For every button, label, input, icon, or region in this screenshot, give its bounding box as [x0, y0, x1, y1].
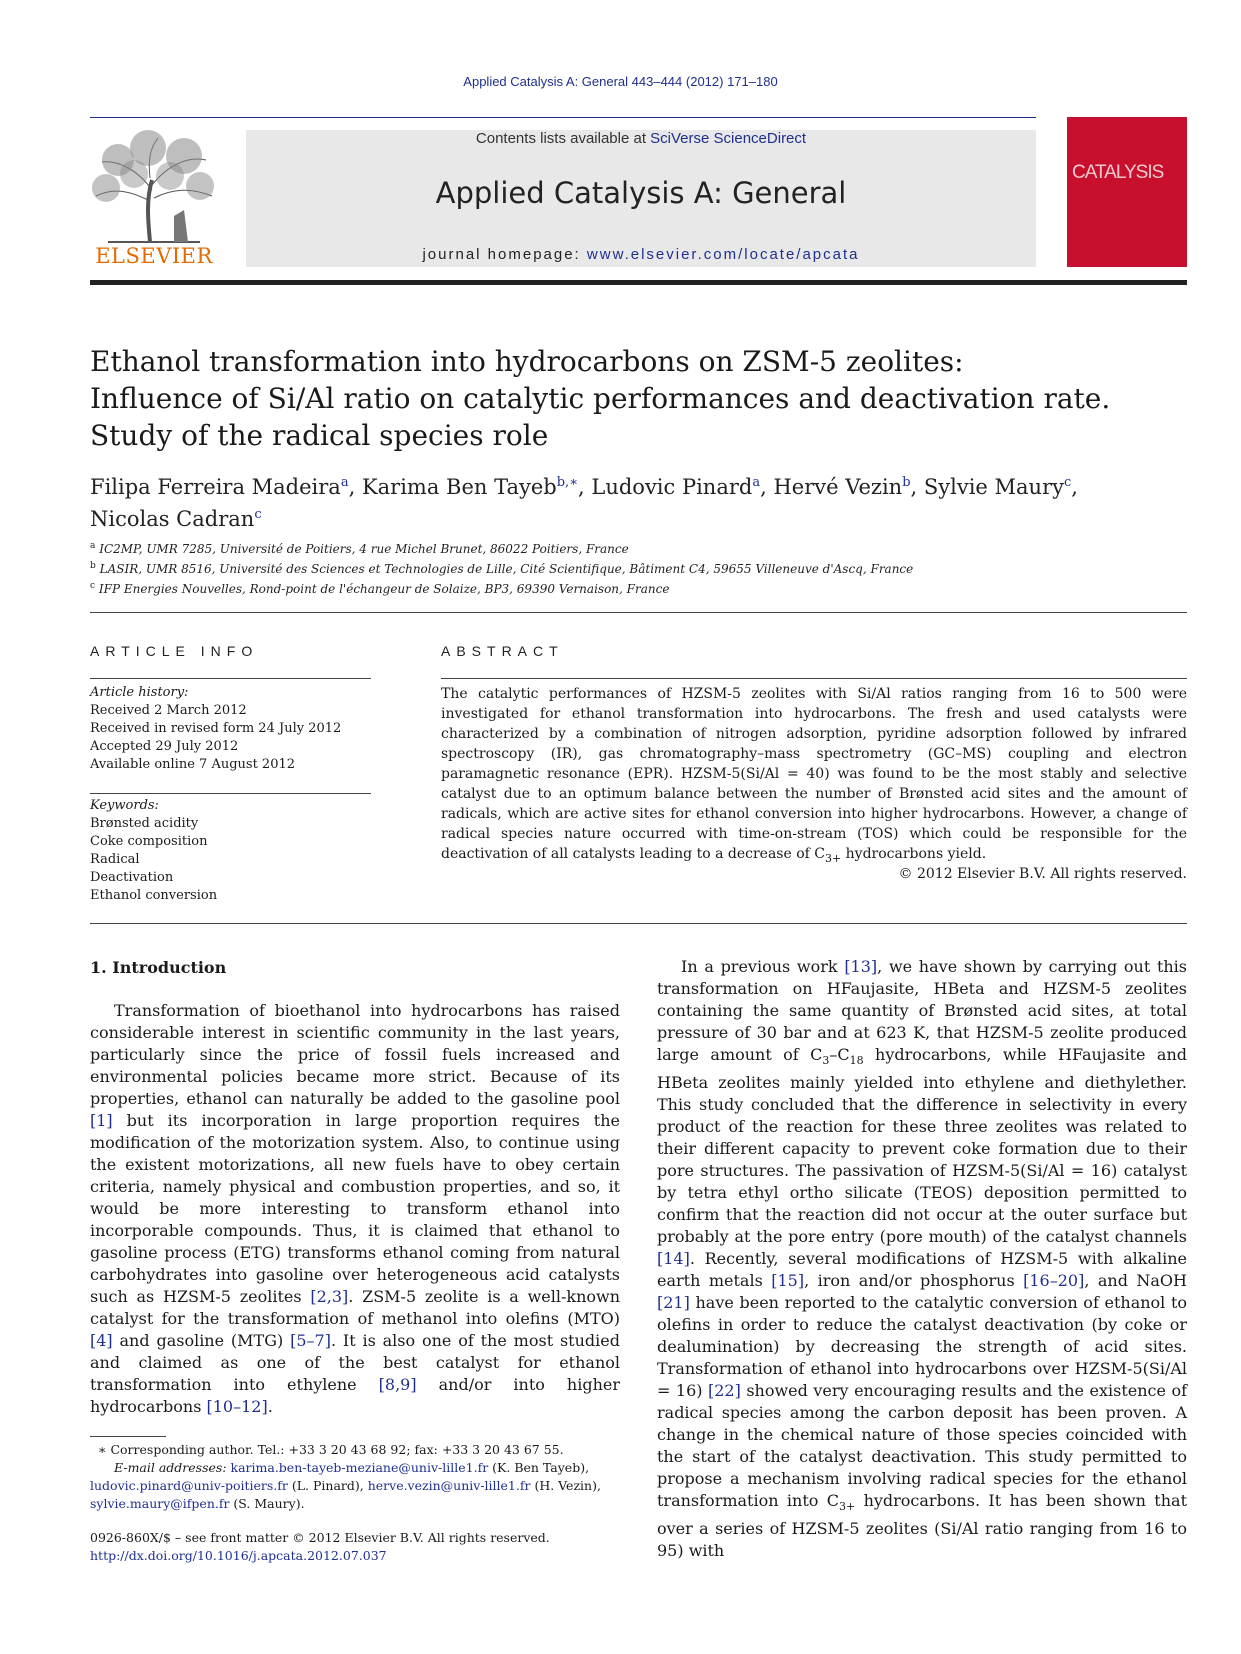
history-label: Article history: [90, 685, 189, 700]
keyword: Coke composition [90, 834, 208, 849]
abstract-heading: ABSTRACT [441, 643, 564, 659]
author-list: Filipa Ferreira Madeira$^a$, Karima Ben Tayeb$^{b,∗}$, Ludovic Pinard$^a$, Hervé Vezin$^b$, Sylvie Maury$^c$, Nicolas Cadran$^c$ [90, 475, 1078, 531]
divider [90, 612, 1187, 613]
title-line: Influence of Si/Al ratio on catalytic performances and deactivation rate. [90, 382, 1111, 415]
keyword: Radical [90, 852, 140, 867]
history-item: Available online 7 August 2012 [90, 757, 296, 772]
history-item: Received 2 March 2012 [90, 703, 247, 718]
divider [90, 793, 371, 794]
reference-link[interactable]: [16–20] [1023, 1271, 1085, 1291]
divider [90, 923, 1187, 924]
email-link[interactable]: sylvie.maury@ifpen.fr [90, 1496, 230, 1511]
footnote-rule [90, 1436, 166, 1437]
journal-name: Applied Catalysis A: General [435, 176, 847, 210]
author-name: Hervé Vezin [773, 475, 903, 499]
reference-link[interactable]: [4] [90, 1331, 113, 1350]
homepage-link[interactable]: www.elsevier.com/locate/apcata [586, 246, 860, 263]
author-affil-mark[interactable]: c [254, 507, 262, 522]
divider [441, 678, 1187, 679]
author-affil-mark[interactable]: c [1063, 475, 1072, 490]
email-link[interactable]: ludovic.pinard@univ-poitiers.fr [90, 1478, 288, 1493]
sciencedirect-link[interactable]: SciVerse ScienceDirect [650, 130, 807, 147]
issn-line: 0926-860X/$ – see front matter © 2012 Elsevier B.V. All rights reserved. [90, 1530, 550, 1545]
reference-link[interactable]: [10–12] [206, 1397, 268, 1416]
history-item: Accepted 29 July 2012 [90, 739, 239, 754]
elsevier-wordmark: ELSEVIER [95, 244, 213, 268]
corresponding-author-footnote: ∗ Corresponding author. Tel.: +33 3 20 43 68 92; fax: +33 3 20 43 67 55. E-mail addresses: karima.ben-tayeb-meziane@univ-lille1.fr (K. Ben Tayeb), ludovic.pinard@univ-poitiers.fr (L. Pinard), herve.vezin@univ-lille1.fr (H. Vezin), sylvie.maury@ifpen.fr (S. Maury). [90, 1441, 620, 1513]
contents-line [246, 130, 1036, 147]
contents-prefix: Contents lists available at [475, 130, 651, 147]
reference-link[interactable]: [14] [657, 1249, 690, 1269]
header-thick-rule [90, 280, 1187, 285]
journal-cover-image[interactable] [1067, 117, 1187, 267]
journal-citation[interactable]: Applied Catalysis A: General 443–444 (2012) 171–180 [463, 74, 778, 89]
title-line: Study of the radical species role [90, 419, 549, 452]
author-name: Karima Ben Tayeb [361, 475, 557, 499]
affiliation: $^b$ LASIR, UMR 8516, Université des Sciences et Technologies de Lille, Cité Scientifique, Bâtiment C4, 59655 Villeneuve d'Ascq, France [90, 561, 914, 576]
body-column-right: In a previous work [13], we have shown by carrying out this transformation on HFaujasite, HBeta and HZSM-5 zeolites containing the same quantity of Brønsted acid sites, at total pressure of 30 bar and at 623 K, that HZSM-5 zeolite produced large amount of $C_3-C_{18}$ hydrocarbons, while HFaujasite and HBeta zeolites mainly yielded into ethylene and diethylether. This study concluded that the difference in selectivity in every product of the reaction for these three zeolites was related to their different capacity to prevent coke formation due to their pore structures. The passivation of HZSM-5(Si/Al = 16) catalyst by tetra ethyl ortho silicate (TEOS) deposition permitted to confirm that the reaction did not occur at the outer surface but probably at the pore entry (pore mouth) of the catalyst channels [14]. Recently, several modifications of HZSM-5 with alkaline earth metals [15], iron and/or phosphorus [16–20], and NaOH [21] have been reported to the catalytic conversion of ethanol to olefins in order to reduce the catalyst deactivation (by coke or dealumination) by decreasing the strength of acid sites. Transformation of ethanol into hydrocarbons over HZSM-5(Si/Al = 16) [22] showed very encouraging results and the existence of radical species among the carbon deposit has been proven. A change in the chemical nature of those species coincided with the start of the catalyst deactivation. This study permitted to propose a mechanism involving radical species for the ethanol transformation into $C_{3+}$ hydrocarbons. It has been shown that over a series of HZSM-5 zeolites (Si/Al ratio ranging from 16 to 95) with [657, 957, 1188, 1561]
author-affil-mark[interactable]: a [752, 475, 761, 490]
affiliations [90, 538, 1185, 598]
title-line: Ethanol transformation into hydrocarbons on ZSM-5 zeolites: [90, 345, 964, 378]
reference-link[interactable]: [13] [844, 957, 878, 976]
email-link[interactable]: karima.ben-tayeb-meziane@univ-lille1.fr [230, 1460, 489, 1475]
author-name: Sylvie Maury [923, 475, 1064, 499]
homepage-line [246, 246, 1036, 263]
reference-link[interactable]: [5–7] [290, 1331, 331, 1350]
body-column-left: Transformation of bioethanol into hydrocarbons has raised considerable interest in scientific community in the last years, particularly since the price of fossil fuels increased and environmental policies became more strict. Because of its properties, ethanol can naturally be added to the gasoline pool [1] but its incorporation in large proportion requires the modification of the motorization system. Also, to continue using the existent motorizations, all new fuels have to obey certain criteria, namely physical and combustion properties, and so, it would be more interesting to transform ethanol into incorporable compounds. Thus, it is claimed that ethanol to gasoline process (ETG) transforms ethanol coming from natural carbohydrates into gasoline over heterogeneous acid catalysts such as HZSM-5 zeolites [2,3]. ZSM-5 zeolite is a well-known catalyst for the transformation of methanol into olefins (MTO) [4] and gasoline (MTG) [5–7]. It is also one of the most studied and claimed as one of the best catalyst for ethanol transformation into ethylene [8,9] and/or into higher hydrocarbons [10–12]. [90, 1001, 621, 1416]
affiliation: $^c$ IFP Energies Nouvelles, Rond-point de l'échangeur de Solaize, BP3, 69390 Vernaison, France [90, 581, 670, 596]
keyword: Ethanol conversion [90, 888, 218, 903]
abstract-copyright: © 2012 Elsevier B.V. All rights reserved. [898, 866, 1187, 882]
cover-title: CATALYSIS [1072, 162, 1164, 183]
author-name: Nicolas Cadran [90, 507, 255, 531]
keyword: Deactivation [90, 870, 174, 885]
reference-link[interactable]: [1] [90, 1111, 113, 1130]
author-name: Ludovic Pinard [591, 475, 753, 499]
reference-link[interactable]: [8,9] [378, 1375, 417, 1394]
author-affil-mark[interactable]: a [340, 475, 349, 490]
divider [90, 678, 371, 679]
author-affil-mark[interactable]: b [902, 475, 911, 490]
keywords-label: Keywords: [90, 798, 159, 813]
reference-link[interactable]: [2,3] [310, 1287, 349, 1306]
header-top-rule [90, 117, 1036, 118]
article-info-heading: ARTICLE INFO [90, 643, 259, 659]
corresponding-line: ∗ Corresponding author. Tel.: +33 3 20 43 68 92; fax: +33 3 20 43 67 55. [98, 1442, 564, 1457]
reference-link[interactable]: [21] [657, 1293, 690, 1313]
author-name: Filipa Ferreira Madeira [90, 475, 341, 499]
reference-link[interactable]: [22] [708, 1381, 741, 1401]
abstract-text: The catalytic performances of HZSM-5 zeolites with Si/Al ratios ranging from 16 to 500 were investigated for ethanol transformation into hydrocarbons. The fresh and used catalysts were characterized by a combination of nitrogen adsorption, pyridine adsorption followed by infrared spectroscopy (IR), gas chromatography–mass spectrometry (GC–MS) coupling and electron paramagnetic resonance (EPR). HZSM-5(Si/Al = 40) was found to be the most stably and selective catalyst due to an optimum balance between the number of Brønsted acid sites and the amount of radicals, which are active sites for ethanol conversion into higher hydrocarbons. However, a change of radical species nature occurred with time-on-stream (TOS) which could be responsible for the deactivation of all catalysts leading to a decrease of $C_{3+}$ hydrocarbons yield. [441, 686, 1187, 865]
affiliation: $^a$ IC2MP, UMR 7285, Université de Poitiers, 4 rue Michel Brunet, 86022 Poitiers, France [90, 541, 629, 556]
history-item: Received in revised form 24 July 2012 [90, 721, 342, 736]
reference-link[interactable]: [15] [771, 1271, 805, 1291]
keywords [90, 797, 380, 905]
doi-link[interactable]: http://dx.doi.org/10.1016/j.apcata.2012.07.037 [90, 1548, 387, 1563]
section-heading: 1. Introduction [90, 958, 227, 977]
email-link[interactable]: herve.vezin@univ-lille1.fr [367, 1478, 531, 1493]
homepage-prefix: journal homepage: [422, 246, 587, 263]
article-history [90, 684, 380, 774]
front-matter [90, 1529, 620, 1565]
author-affil-mark[interactable]: b,∗ [556, 475, 579, 490]
article-title [90, 343, 1180, 454]
email-label: E-mail addresses: [114, 1460, 227, 1475]
keyword: Brønsted acidity [90, 816, 199, 831]
